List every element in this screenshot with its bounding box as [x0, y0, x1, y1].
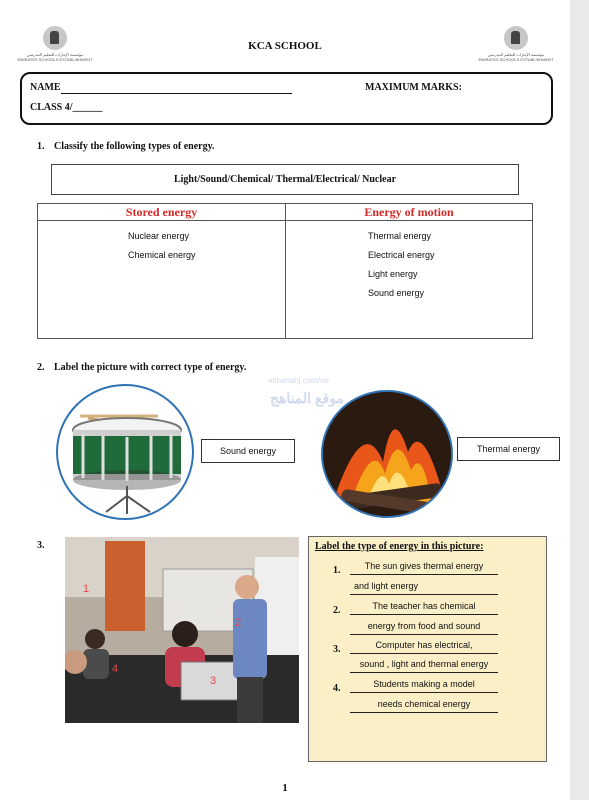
answer-line[interactable]: The teacher has chemical [350, 599, 498, 615]
logo-caption-ar: مؤسسة الإمارات للتعليم المدرسي [26, 52, 84, 57]
answer-panel [308, 536, 547, 762]
fire-picture [321, 390, 453, 518]
answer-line[interactable]: needs chemical energy [350, 697, 498, 713]
stored-energy-header: Stored energy [38, 204, 286, 221]
logo-caption-en: EMIRATES SCHOOLS ESTABLISHMENT [17, 57, 93, 62]
q1-text: Classify the following types of energy. [54, 141, 215, 152]
logo-caption-ar: مؤسسة الإمارات للتعليم المدرسي [487, 52, 545, 57]
energy-of-motion-header: Energy of motion [286, 204, 533, 221]
student-info-box [20, 72, 553, 125]
motion-item: Thermal energy [368, 231, 432, 241]
answer-number: 1. [333, 565, 341, 576]
stored-item: Chemical energy [128, 250, 196, 260]
photo-number-3: 3 [210, 675, 217, 687]
page-number: 1 [282, 782, 288, 794]
stored-energy-cell[interactable] [38, 221, 286, 339]
logo-caption-left [15, 52, 95, 62]
answer-number: 2. [333, 605, 341, 616]
watermark-url: almanahj.com/ae [268, 376, 329, 385]
classroom-scene-icon [65, 537, 299, 723]
name-label: NAME [30, 82, 61, 93]
logo-caption-right [476, 52, 556, 62]
motion-item: Electrical energy [368, 250, 435, 260]
q2-number: 2. [37, 362, 45, 373]
logo-caption-en: EMIRATES SCHOOLS ESTABLISHMENT [478, 57, 554, 62]
motion-item: Light energy [368, 269, 418, 279]
class-label: CLASS 4/______ [30, 102, 103, 113]
answer-line[interactable]: Computer has electrical, [350, 638, 498, 654]
q3-number: 3. [37, 540, 45, 551]
maximum-marks-label: MAXIMUM MARKS: [365, 82, 462, 93]
q1-number: 1. [37, 141, 45, 152]
answer-panel-title: Label the type of energy in this picture: [315, 541, 484, 552]
q2-text: Label the picture with correct type of energy. [54, 362, 247, 373]
school-title: KCA SCHOOL [248, 40, 322, 52]
snare-drum-icon [58, 386, 194, 520]
motion-item: Sound energy [368, 288, 425, 298]
answer-line[interactable]: Students making a model [350, 677, 498, 693]
answer-line[interactable]: The sun gives thermal energy [350, 559, 498, 575]
photo-number-2: 2 [235, 617, 242, 629]
answer-line[interactable]: energy from food and sound [350, 619, 498, 635]
photo-number-4: 4 [112, 663, 119, 675]
answer-line[interactable]: sound , light and thermal energy [350, 657, 498, 673]
energy-types-box: Light/Sound/Chemical/ Thermal/Electrical/ Nuclear [51, 164, 519, 195]
campfire-icon [323, 392, 453, 518]
classification-table [37, 203, 533, 339]
drum-answer-box[interactable]: Sound energy [201, 439, 295, 463]
watermark-arabic: موقع المناهج [270, 390, 344, 406]
drum-picture [56, 384, 194, 520]
name-blank-line[interactable] [61, 93, 292, 94]
classroom-photo [65, 537, 299, 723]
photo-number-1: 1 [83, 583, 90, 595]
energy-of-motion-cell[interactable] [286, 221, 533, 339]
answer-line[interactable]: and light energy [350, 579, 498, 595]
fire-answer-box[interactable]: Thermal energy [457, 437, 560, 461]
answer-number: 3. [333, 644, 341, 655]
stored-item: Nuclear energy [128, 231, 190, 241]
answer-number: 4. [333, 683, 341, 694]
